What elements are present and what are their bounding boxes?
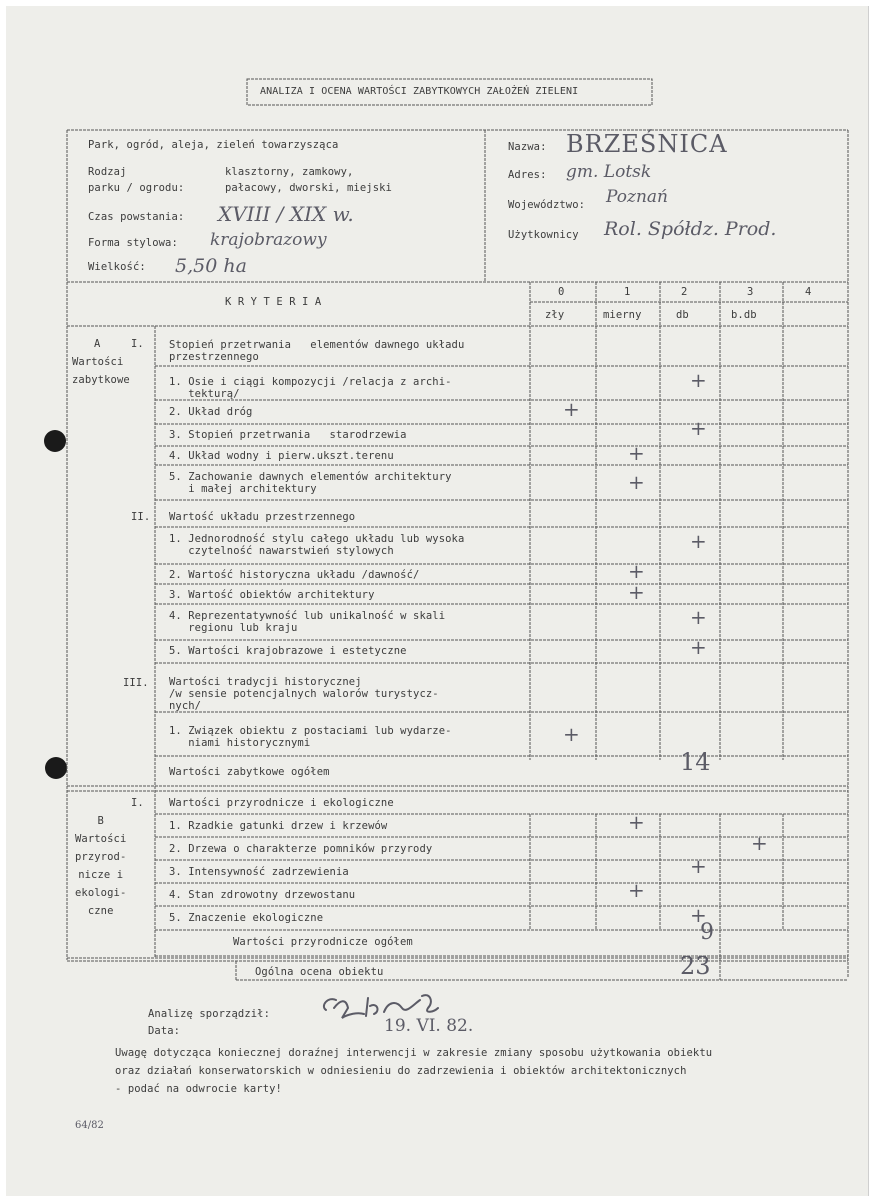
wojewodztwo-label: Województwo: — [508, 199, 586, 211]
row-a2-4: 4. Reprezentatywność lub unikalność w skali regionu lub kraju — [169, 610, 446, 634]
uzytkownicy-value: Rol. Spółdz. Prod. — [604, 218, 777, 240]
wielkosc-label: Wielkość: — [88, 261, 146, 273]
adres-value: gm. Lotsk — [566, 162, 652, 182]
rating-mark: + — [628, 559, 645, 583]
overall-label: Ogólna ocena obiektu — [255, 966, 384, 978]
rating-mark: + — [690, 605, 707, 629]
col-3-number: 3 — [747, 286, 754, 298]
note-line-2: oraz działań konserwatorskich w odniesieniu do zadrzewienia i obiektów architektonicznych — [115, 1065, 687, 1077]
rating-mark: + — [628, 580, 645, 604]
col-0-name: zły — [545, 309, 565, 321]
row-a3-1: 1. Związek obiektu z postaciami lub wydarze- niami historycznymi — [169, 725, 452, 749]
section-a-heading-2: przestrzennego — [169, 351, 259, 363]
section-b-total-value: 9 — [700, 920, 714, 945]
section-a-letter: A — [94, 338, 101, 350]
section-a-name-2: zabytkowe — [72, 374, 130, 386]
note-line-3: - podać na odwrocie karty! — [115, 1083, 282, 1095]
rodzaj-options-2: pałacowy, dworski, miejski — [225, 182, 392, 194]
analize-label: Analizę sporządził: — [148, 1008, 271, 1020]
rating-mark: + — [751, 831, 768, 855]
col-3-name: b.db — [731, 309, 757, 321]
rating-mark: + — [690, 903, 707, 927]
parku-label: parku / ogrodu: — [88, 182, 185, 194]
section-a-roman-3: III. — [123, 677, 149, 689]
rating-mark: + — [628, 441, 645, 465]
section-a-heading-ii: Wartość układu przestrzennego — [169, 511, 356, 523]
row-b1-2: 2. Drzewa o charakterze pomników przyrody — [169, 843, 433, 855]
rating-mark: + — [628, 810, 645, 834]
rating-mark: + — [690, 635, 707, 659]
row-a1-2: 2. Układ dróg — [169, 406, 253, 418]
col-4-number: 4 — [805, 286, 812, 298]
rating-mark: + — [563, 397, 580, 421]
section-a-heading-iii: Wartości tradycji historycznej /w sensie potencjalnych walorów turystycz- nych/ — [169, 676, 439, 712]
row-a1-3: 3. Stopień przetrwania starodrzewia — [169, 429, 407, 441]
col-2-number: 2 — [681, 286, 688, 298]
rating-mark: + — [690, 854, 707, 878]
wielkosc-value: 5,50 ha — [175, 255, 247, 277]
rating-mark: + — [690, 368, 707, 392]
col-1-name: mierny — [603, 309, 642, 321]
section-b-total-label: Wartości przyrodnicze ogółem — [233, 936, 413, 948]
nazwa-label: Nazwa: — [508, 141, 547, 153]
row-a1-4: 4. Układ wodny i pierw.ukszt.terenu — [169, 450, 394, 462]
adres-label: Adres: — [508, 169, 547, 181]
row-b1-4: 4. Stan zdrowotny drzewostanu — [169, 889, 356, 901]
section-a-heading-1: Stopień przetrwania elementów dawnego układu — [169, 339, 465, 351]
row-a2-1: 1. Jednorodność stylu całego układu lub wysoka czytelność nawarstwień stylowych — [169, 533, 465, 557]
note-line-1: Uwagę dotycząca koniecznej doraźnej interwencji w zakresie zmiany sposobu użytkowania obiektu — [115, 1047, 713, 1059]
rating-mark: + — [628, 470, 645, 494]
section-a-total-label: Wartości zabytkowe ogółem — [169, 766, 330, 778]
section-a-name-1: Wartości — [72, 356, 124, 368]
rating-mark: + — [628, 878, 645, 902]
rating-mark: + — [690, 416, 707, 440]
section-a-roman-1: I. — [131, 338, 144, 350]
rodzaj-options-1: klasztorny, zamkowy, — [225, 166, 354, 178]
row-a1-5: 5. Zachowanie dawnych elementów architektury i małej architektury — [169, 471, 452, 495]
archive-number: 64/82 — [75, 1120, 104, 1131]
forma-value: krajobrazowy — [210, 230, 327, 250]
section-a-total-value: 14 — [680, 748, 711, 776]
row-a2-5: 5. Wartości krajobrazowe i estetyczne — [169, 645, 407, 657]
forma-label: Forma stylowa: — [88, 237, 178, 249]
nazwa-value: BRZEŚNICA — [566, 130, 728, 158]
section-b-name: B Wartości przyrod- nicze i ekologi- czne — [75, 815, 127, 917]
czas-label: Czas powstania: — [88, 211, 185, 223]
overall-value: 23 — [680, 952, 711, 980]
row-a2-2: 2. Wartość historyczna układu /dawność/ — [169, 569, 420, 581]
section-b-heading: Wartości przyrodnicze i ekologiczne — [169, 797, 394, 809]
row-a1-1: 1. Osie i ciągi kompozycji /relacja z archi- tekturą/ — [169, 376, 452, 400]
date-value: 19. VI. 82. — [384, 1016, 474, 1036]
czas-value: XVIII / XIX w. — [218, 202, 354, 226]
rodzaj-label: Rodzaj — [88, 166, 127, 178]
rating-mark: + — [690, 529, 707, 553]
uzytkownicy-label: Użytkownicy — [508, 229, 579, 241]
row-b1-3: 3. Intensywność zadrzewienia — [169, 866, 349, 878]
section-b-roman: I. — [131, 797, 144, 809]
park-type-line: Park, ogród, aleja, zieleń towarzysząca — [88, 139, 339, 151]
data-label: Data: — [148, 1025, 181, 1037]
row-b1-1: 1. Rzadkie gatunki drzew i krzewów — [169, 820, 388, 832]
col-2-name: db — [676, 309, 689, 321]
col-0-number: 0 — [558, 286, 565, 298]
rating-mark: + — [563, 722, 580, 746]
section-a-roman-2: II. — [131, 511, 151, 523]
col-1-number: 1 — [624, 286, 631, 298]
form-title: ANALIZA I OCENA WARTOŚCI ZABYTKOWYCH ZAŁOŻEŃ ZIELENI — [260, 86, 579, 97]
wojewodztwo-value: Poznań — [606, 187, 668, 207]
kryteria-label: K R Y T E R I A — [225, 296, 322, 308]
row-a2-3: 3. Wartość obiektów architektury — [169, 589, 375, 601]
row-b1-5: 5. Znaczenie ekologiczne — [169, 912, 324, 924]
